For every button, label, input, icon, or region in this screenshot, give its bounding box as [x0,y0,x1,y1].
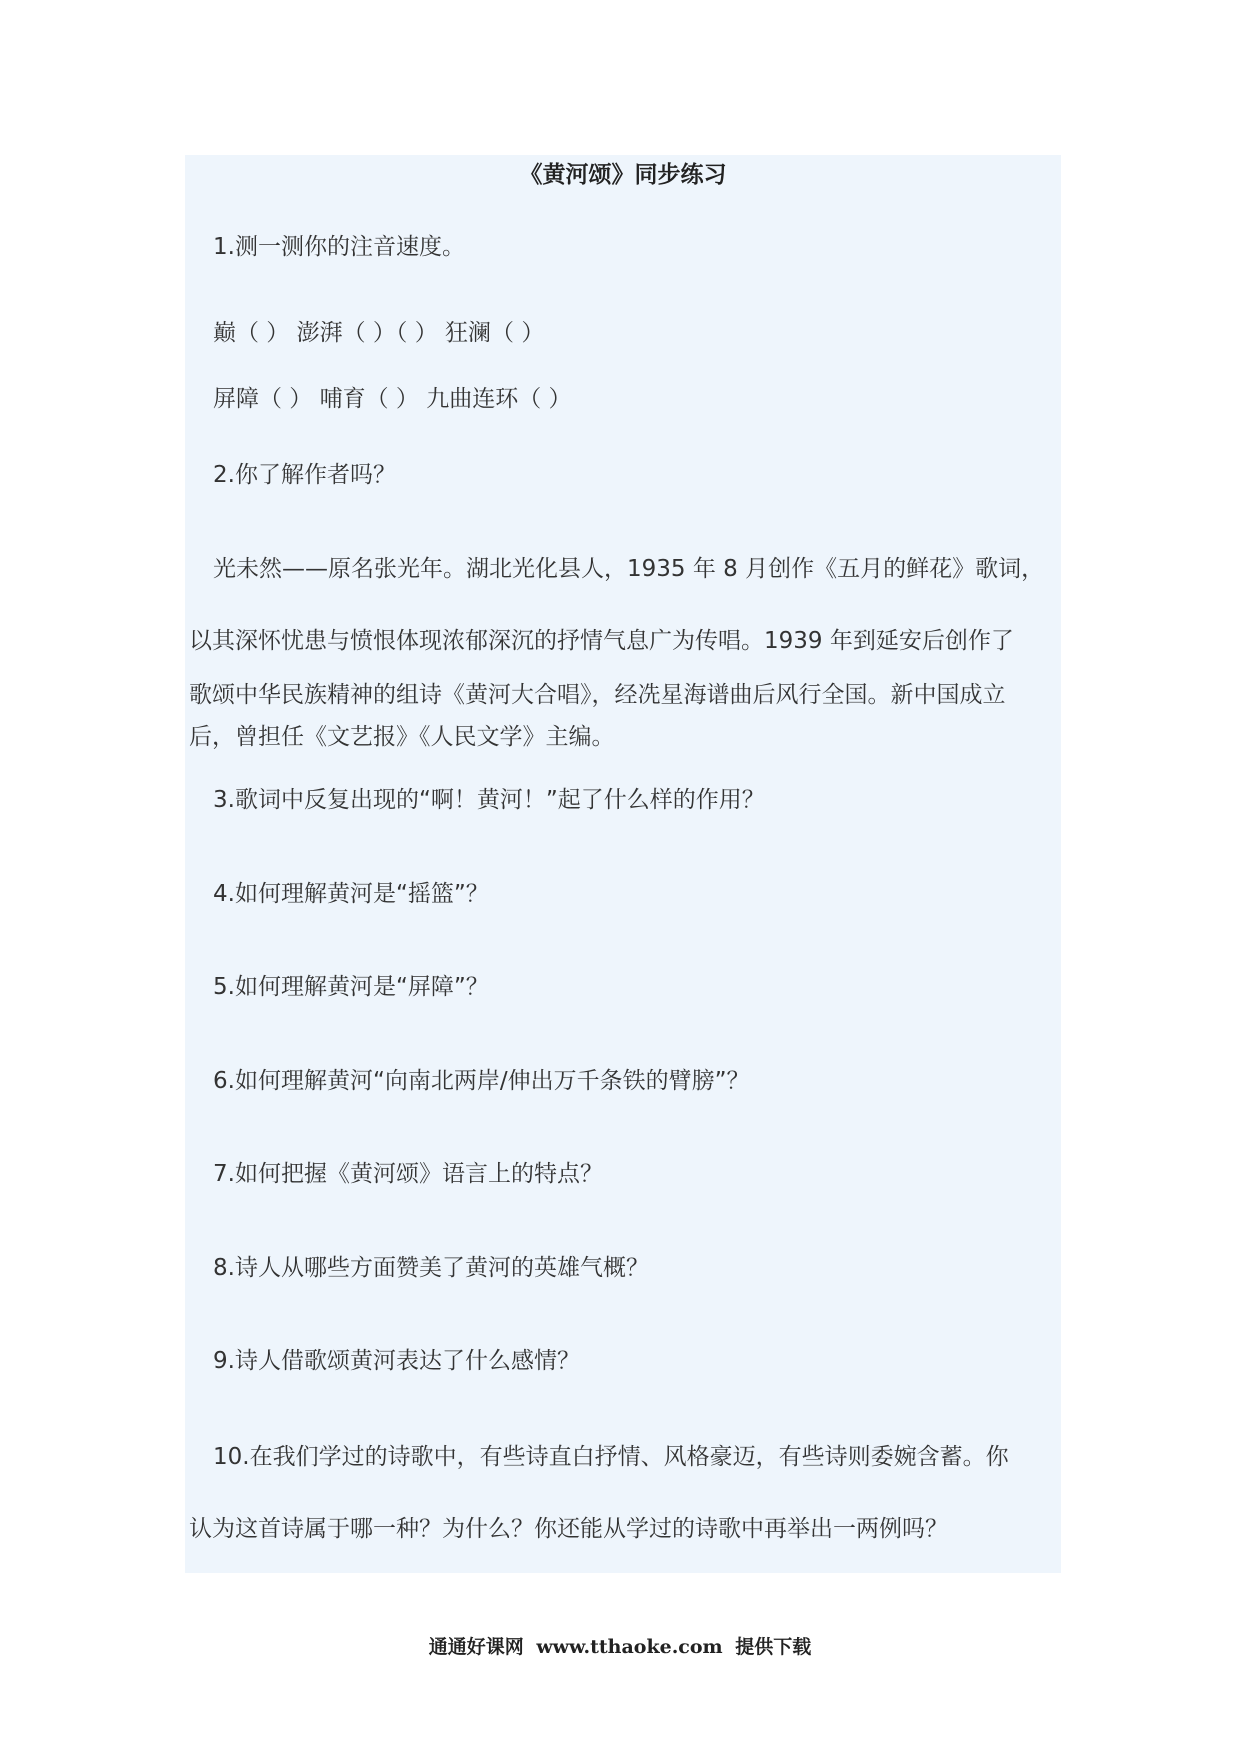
author-bio-line: 歌颂中华民族精神的组诗《黄河大合唱》，经冼星海谱曲后风行全国。新中国成立 [189,682,1006,708]
question-9: 9.诗人借歌颂黄河表达了什么感情？ [213,1348,580,1374]
question-3: 3.歌词中反复出现的“啊！黄河！”起了什么样的作用？ [213,787,765,813]
question-10-line: 10.在我们学过的诗歌中，有些诗直白抒情、风格豪迈，有些诗则委婉含蓄。你 [213,1444,1009,1470]
question-7: 7.如何把握《黄河颂》语言上的特点？ [213,1161,603,1187]
author-bio-line: 以其深怀忧患与愤恨体现浓郁深沉的抒情气息广为传唱。1939 年到延安后创作了 [189,628,1014,654]
footer-credit: 通通好课网 www.tthaoke.com 提供下载 [428,1636,812,1658]
author-bio-line: 光未然——原名张光年。湖北光化县人，1935 年 8 月创作《五月的鲜花》歌词， [213,556,1045,582]
question-2: 2.你了解作者吗？ [213,462,396,488]
author-bio-line: 后，曾担任《文艺报》《人民文学》主编。 [189,724,615,750]
question-10-line: 认为这首诗属于哪一种？为什么？你还能从学过的诗歌中再举出一两例吗？ [189,1516,948,1542]
page-title: 《黄河颂》同步练习 [519,162,727,188]
question-6: 6.如何理解黄河“向南北两岸/伸出万千条铁的臂膀”？ [213,1068,750,1094]
author-bio [189,552,1057,754]
question-4: 4.如何理解黄河是“摇篮”？ [213,881,489,907]
question-10 [189,1440,1057,1546]
question-8: 8.诗人从哪些方面赞美了黄河的英雄气概？ [213,1255,649,1281]
pinyin-row-1: 巅（ ） 澎湃（ ）（ ） 狂澜（ ） [213,320,545,346]
pinyin-row-2: 屏障（ ） 哺育（ ） 九曲连环（ ） [213,386,572,412]
question-5: 5.如何理解黄河是“屏障”？ [213,974,489,1000]
question-1: 1.测一测你的注音速度。 [213,234,465,260]
